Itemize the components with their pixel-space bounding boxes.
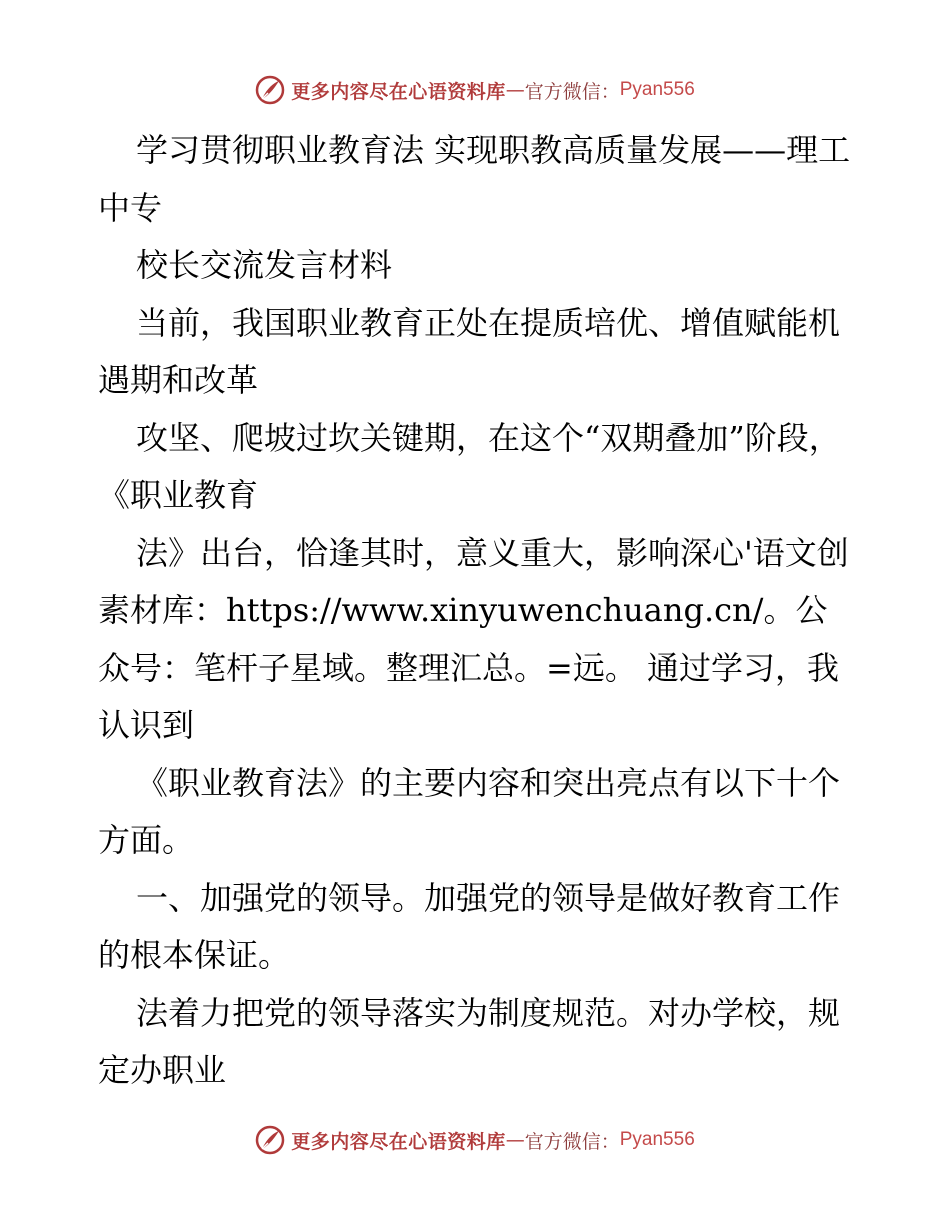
- feather-quill-logo-icon: [255, 75, 285, 105]
- doc-paragraph: 《职业教育法》的主要内容和突出亮点有以下十个方面。: [98, 763, 841, 859]
- doc-subtitle-paragraph: 校长交流发言材料: [136, 246, 393, 284]
- doc-paragraph: 法》出台，恰逢其时，意义重大，影响深心'语文创素材库：https://www.xinyuwenchuang.cn/。公众号：笔杆子星域。整理汇总。=远。 通过学习，我认识到: [98, 533, 849, 744]
- banner-dash: —: [505, 1129, 525, 1151]
- doc-paragraph: 一、加强党的领导。加强党的领导是做好教育工作的根本保证。: [98, 878, 841, 974]
- banner-wechat-account: Pyan556: [619, 79, 695, 100]
- header-banner[interactable]: [0, 70, 950, 110]
- banner-wechat-account: Pyan556: [619, 1129, 695, 1150]
- document-body: [98, 122, 858, 1100]
- footer-banner[interactable]: [0, 1120, 950, 1160]
- doc-paragraph: 攻坚、爬坡过坎关键期，在这个“双期叠加”阶段，《职业教育: [98, 418, 841, 514]
- doc-paragraph: 法着力把党的领导落实为制度规范。对办学校，规定办职业: [98, 993, 841, 1089]
- banner-wechat-label: 官方微信：: [524, 80, 620, 103]
- doc-paragraph: 当前，我国职业教育正处在提质培优、增值赋能机遇期和改革: [98, 303, 841, 399]
- doc-title-paragraph: 学习贯彻职业教育法 实现职教高质量发展——理工中专: [98, 131, 851, 227]
- banner-site-name: 更多内容尽在心语资料库: [291, 80, 506, 103]
- banner-dash: —: [505, 79, 525, 101]
- feather-quill-logo-icon: [255, 1125, 285, 1155]
- banner-wechat-label: 官方微信：: [524, 1130, 620, 1153]
- banner-site-name: 更多内容尽在心语资料库: [291, 1130, 506, 1153]
